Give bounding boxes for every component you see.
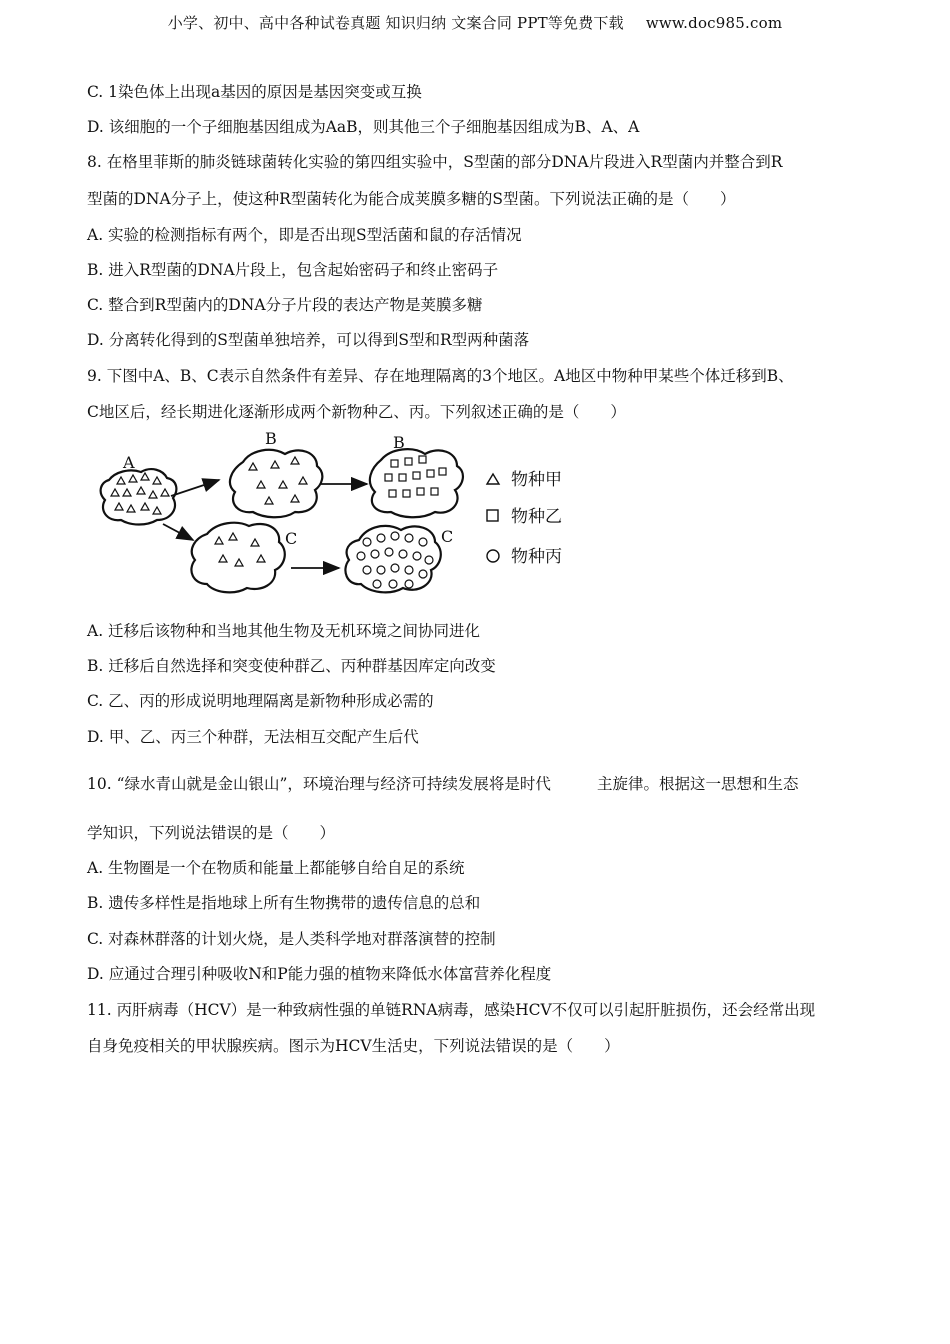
species-jia-in-a: [111, 473, 169, 514]
q8-stem-line1: 8. 在格里菲斯的肺炎链球菌转化实验的第四组实验中，S型菌的部分DNA片段进入R型菌内并整合到R: [87, 153, 783, 171]
label-region-b-end: B: [393, 433, 405, 452]
arrow-a-to-b: [171, 480, 219, 496]
header-text: 小学、初中、高中各种试卷真题 知识归纳 文案合同 PPT等免费下载: [167, 14, 624, 32]
region-a-outline: [101, 469, 177, 524]
q10-stem-line2: 学知识，下列说法错误的是（ ）: [87, 824, 336, 842]
q11-stem-line1: 11. 丙肝病毒（HCV）是一种致病性强的单链RNA病毒，感染HCV不仅可以引起肝脏损伤，还会经常出现: [87, 1001, 816, 1019]
q9-option-b: B. 迁移后自然选择和突变使种群乙、丙种群基因库定向改变: [87, 657, 496, 675]
legend-circle-icon: [487, 550, 499, 562]
legend-triangle-icon: [487, 474, 499, 484]
species-jia-in-b: [249, 457, 307, 504]
region-b-start-outline: [230, 450, 322, 517]
region-c-end-outline: [345, 526, 440, 592]
q9-option-d: D. 甲、乙、丙三个种群，无法相互交配产生后代: [87, 728, 419, 746]
legend-species-jia: 物种甲: [511, 470, 562, 490]
page-header: [0, 12, 950, 33]
species-jia-in-c: [215, 533, 265, 566]
label-region-a: A: [123, 453, 135, 472]
label-region-c-end: C: [441, 527, 454, 546]
q10-stem-part2: 主旋律。根据这一思想和生态: [596, 775, 799, 793]
species-bing-in-c: [357, 532, 433, 588]
q10-stem-line1: [87, 774, 798, 794]
q10-option-a: A. 生物圈是一个在物质和能量上都能够自给自足的系统: [87, 859, 465, 877]
legend-square-icon: [487, 510, 498, 521]
q9-stem-line1: 9. 下图中A、B、C表示自然条件有差异、存在地理隔离的3个地区。A地区中物种甲某些个体迁移到B、: [87, 367, 794, 385]
region-b-end-outline: [370, 449, 463, 517]
q9-stem-line2: C地区后，经长期进化逐渐形成两个新物种乙、丙。下列叙述正确的是（ ）: [87, 403, 626, 421]
q7-option-d: D. 该细胞的一个子细胞基因组成为AaB，则其他三个子细胞基因组成为B、A、A: [87, 118, 640, 136]
q7-option-c: C. 1染色体上出现a基因的原因是基因突变或互换: [87, 83, 422, 101]
arrow-a-to-c: [163, 524, 193, 540]
header-site-link[interactable]: www.doc985.com: [645, 14, 783, 32]
q10-option-d: D. 应通过合理引种吸收N和P能力强的植物来降低水体富营养化程度: [87, 965, 552, 983]
q10-option-b: B. 遗传多样性是指地球上所有生物携带的遗传信息的总和: [87, 894, 481, 912]
q8-stem-line2: 型菌的DNA分子上，使这种R型菌转化为能合成荚膜多糖的S型菌。下列说法正确的是（ ）: [87, 190, 736, 208]
legend-species-yi: 物种乙: [511, 507, 562, 527]
q8-option-a: A. 实验的检测指标有两个，即是否出现S型活菌和鼠的存活情况: [87, 226, 522, 244]
speciation-diagram: [95, 428, 595, 608]
q8-option-d: D. 分离转化得到的S型菌单独培养，可以得到S型和R型两种菌落: [87, 331, 530, 349]
region-c-start-outline: [191, 523, 284, 593]
q10-stem-part1: 10. “绿水青山就是金山银山”，环境治理与经济可持续发展将是时代: [87, 775, 551, 793]
q8-option-b: B. 进入R型菌的DNA片段上，包含起始密码子和终止密码子: [87, 261, 499, 279]
q11-stem-line2: 自身免疫相关的甲状腺疾病。图示为HCV生活史，下列说法错误的是（ ）: [87, 1037, 620, 1055]
speciation-diagram-svg: [95, 428, 595, 608]
label-region-c-start: C: [285, 529, 298, 548]
q9-option-a: A. 迁移后该物种和当地其他生物及无机环境之间协同进化: [87, 622, 481, 640]
q10-option-c: C. 对森林群落的计划火烧，是人类科学地对群落演替的控制: [87, 930, 496, 948]
label-region-b-start: B: [265, 429, 277, 448]
species-yi-in-b: [385, 456, 446, 497]
q8-option-c: C. 整合到R型菌内的DNA分子片段的表达产物是荚膜多糖: [87, 296, 483, 314]
q9-option-c: C. 乙、丙的形成说明地理隔离是新物种形成必需的: [87, 692, 434, 710]
legend-species-bing: 物种丙: [511, 547, 562, 567]
